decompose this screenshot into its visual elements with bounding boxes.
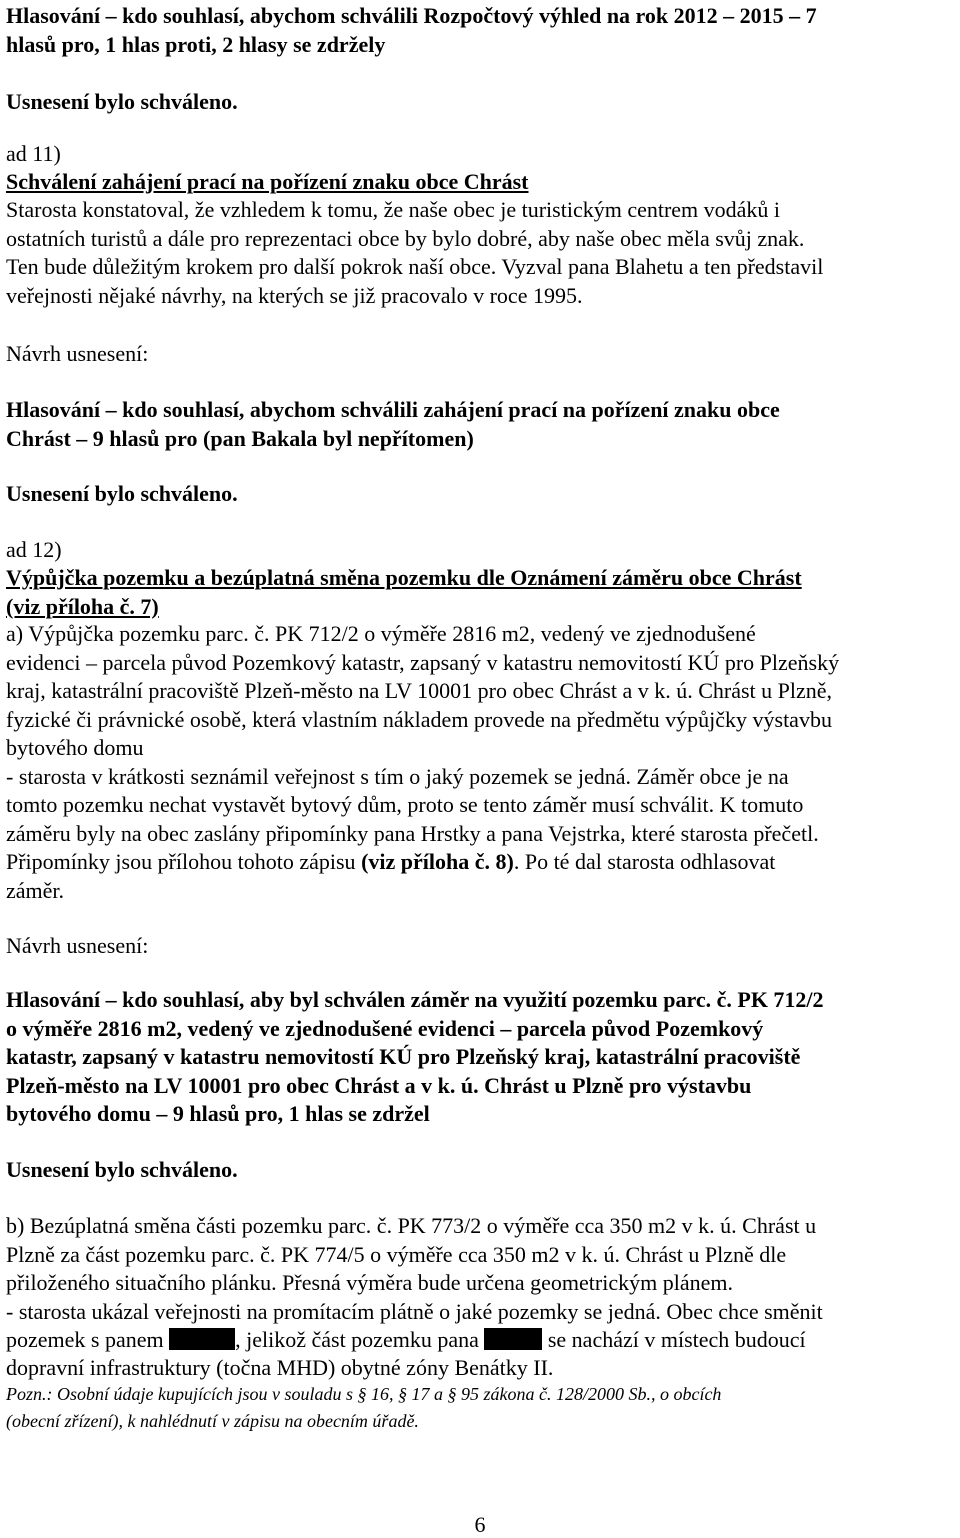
item-12-number: ad 12)	[6, 537, 62, 562]
item-11-title: Schválení zahájení prací na pořízení znaku obce Chrást	[6, 169, 529, 194]
item-12b-last-line: dopravní infrastruktury (točna MHD) obytné zóny Benátky II.	[6, 1355, 554, 1380]
item-12-vote: Hlasování – kdo souhlasí, aby byl schválen záměr na využití pozemku parc. č. PK 712/2 o výměře 2816 m2, vedený ve zjednodušené evidenci – parcela původ Pozemkový katastr, zapsaný v katastru nemovitostí KÚ pro Plzeňský kraj, katastrální pracoviště Plzeň-město na LV 10001 pro obec Chrást a v k. ú. Chrást u Plzně pro výstavbu bytového domu – 9 hlasů pro, 1 hlas se zdržel	[6, 987, 824, 1126]
item-12b-body: b) Bezúplatná směna části pozemku parc. č. PK 773/2 o výměře cca 350 m2 v k. ú. Chrást u Plzně za část pozemku parc. č. PK 774/5 o výměře cca 350 m2 v k. ú. Chrást u Plzně dle přiloženého situačního plánku. Přesná výměra bude určena geometrickým plánem. - starosta ukázal veřejnosti na promítacím plátně o jaké pozemky se jedná. Obec chce směnit	[6, 1213, 823, 1324]
resolution-approved: Usnesení bylo schváleno.	[6, 1157, 238, 1182]
vote-budget-outlook: Hlasování – kdo souhlasí, abychom schválili Rozpočtový výhled na rok 2012 – 2015 – 7 hlasů pro, 1 hlas proti, 2 hlasy se zdržely	[6, 3, 817, 57]
item-11-vote: Hlasování – kdo souhlasí, abychom schválili zahájení prací na pořízení znaku obce Chrást – 9 hlasů pro (pan Bakala byl nepřítomen)	[6, 397, 780, 451]
item-11-body: Starosta konstatoval, že vzhledem k tomu, že naše obec je turistickým centrem vodáků i ostatních turistů a dále pro reprezentaci obce by bylo dobré, aby naše obec měla svůj znak. Ten bude důležitým krokem pro další pokrok naší obce. Vyzval pana Blahetu a ten představil veřejnosti nějaké návrhy, na kterých se již pracovalo v roce 1995.	[6, 197, 824, 308]
redacted-name-box	[484, 1328, 542, 1350]
item-12a-last-lines: Připomínky jsou přílohou tohoto zápisu (viz příloha č. 8). Po té dal starosta odhlasovat záměr.	[6, 849, 776, 903]
item-12-title: Výpůjčka pozemku a bezúplatná směna pozemku dle Oznámení záměru obce Chrást (viz příloha č. 7)	[6, 565, 802, 619]
page-number: 6	[474, 1512, 486, 1537]
redacted-name-box	[169, 1328, 235, 1350]
resolution-approved: Usnesení bylo schváleno.	[6, 481, 238, 506]
item-11-number: ad 11)	[6, 141, 61, 166]
item-12a-body: a) Výpůjčka pozemku parc. č. PK 712/2 o výměře 2816 m2, vedený ve zjednodušené evidenci – parcela původ Pozemkový katastr, zapsaný v katastru nemovitostí KÚ pro Plzeňský kraj, katastrální pracoviště Plzeň-město na LV 10001 pro obec Chrást a v k. ú. Chrást u Plzně, fyzické či právnické osobě, která vlastním nákladem provede na předmětu výpůjčky výstavbu bytového domu - starosta v krátkosti seznámil veřejnost s tím o jaký pozemek se jedná. Záměr obce je na tomto pozemku nechat vystavět bytový dům, proto se tento záměr musí schválit. K tomuto záměru byly na obec zaslány připomínky pana Hrstky a pana Vejstrka, které starosta přečetl.	[6, 621, 840, 846]
item-12b-line-redacted: pozemek s panem , jelikož část pozemku pana se nachází v místech budoucí	[6, 1327, 806, 1352]
privacy-note: Pozn.: Osobní údaje kupujících jsou v souladu s § 16, § 17 a § 95 zákona č. 128/2000 Sb., o obcích (obecní zřízení), k nahlédnutí v zápisu na obecním úřadě.	[6, 1384, 722, 1431]
proposal-label: Návrh usnesení:	[6, 933, 149, 958]
proposal-label: Návrh usnesení:	[6, 341, 149, 366]
resolution-approved: Usnesení bylo schváleno.	[6, 89, 238, 114]
attachment-reference: (viz příloha č. 8)	[361, 849, 514, 874]
